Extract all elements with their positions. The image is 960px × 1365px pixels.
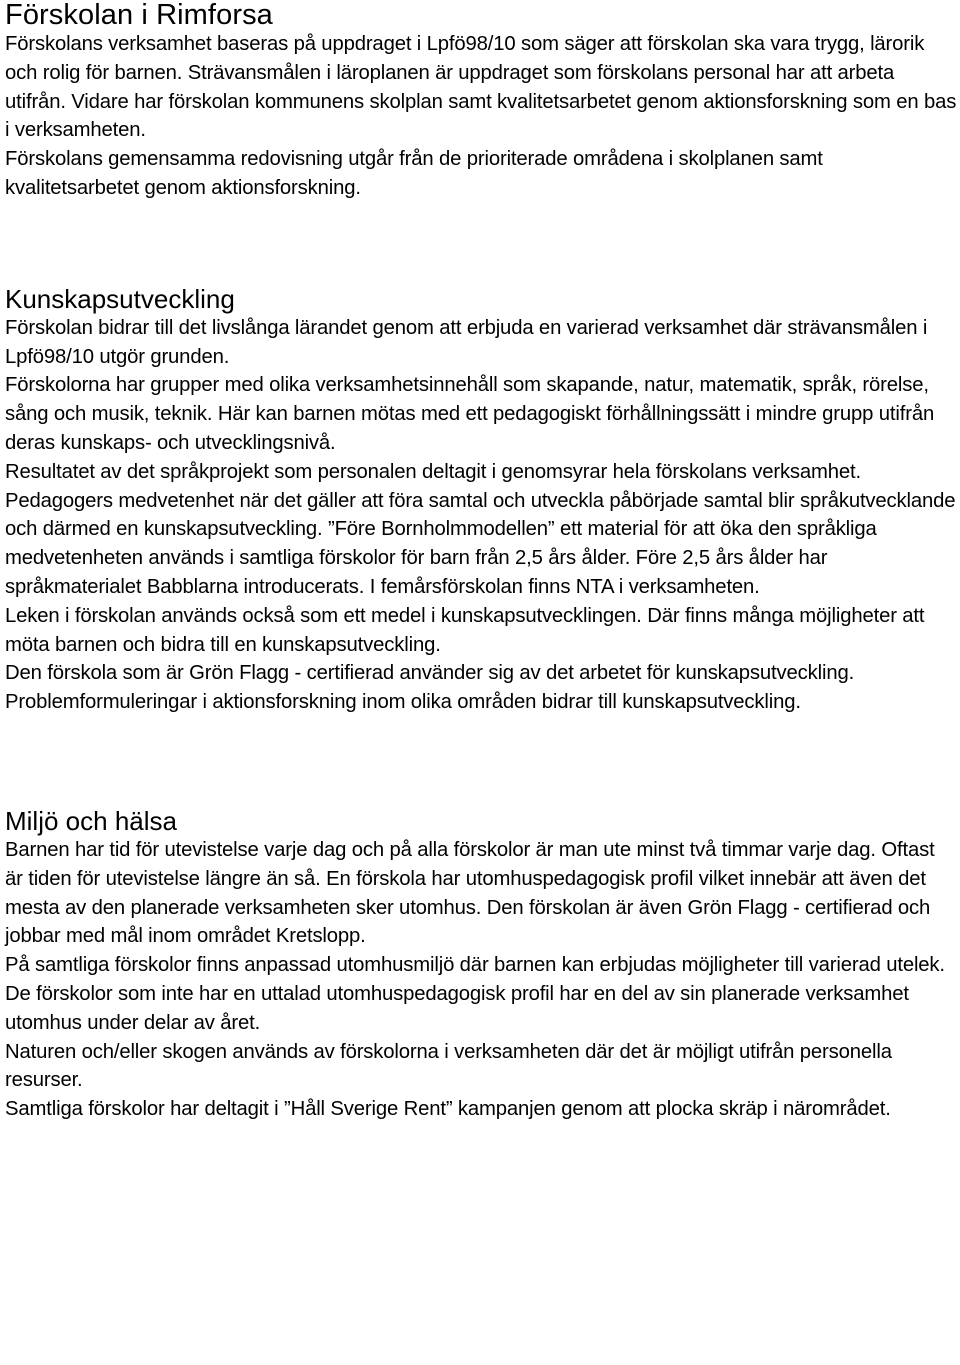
document-title: Förskolan i Rimforsa [5,0,273,31]
section-paragraph: Förskolan bidrar till det livslånga lärandet genom att erbjuda en varierad verksamhet där strävansmålen i Lpfö98/10 utgör grunden. [5,316,928,368]
section-paragraph: Samtliga förskolor har deltagit i ”Håll Sverige Rent” kampanjen genom att plocka skräp i närområdet. [5,1098,891,1121]
intro-paragraph: Förskolans gemensamma redovisning utgår från de prioriterade områdena i skolplanen samt kvalitetsarbetet genom aktionsforskning. [5,148,823,199]
section-spacer [5,717,957,806]
section-paragraph: Naturen och/eller skogen används av förskolorna i verksamheten där det är möjligt utifrån personella resurser. [5,1040,892,1092]
section-paragraph: Problemformuleringar i aktionsforskning inom olika områden bidrar till kunskapsutveckling. [5,691,801,714]
document-page [5,0,957,1124]
section-paragraph: Resultatet av det språkprojekt som personalen deltagit i genomsyrar hela förskolans verksamhet. Pedagogers medvetenhet när det gäller att föra samtal och utveckla påbörjade samtal blir språkutvecklande och därmed en kunskapsutveckling. ”Före Bornholmmodellen” ett material för att öka den språkliga medvetenheten används i samtliga förskolor för barn från 2,5 års ålder. Före 2,5 års ålder har språkmaterialet Babblarna introducerats. I femårsförskolan finns NTA i verksamheten. [5,460,956,598]
section-paragraph: Förskolorna har grupper med olika verksamhetsinnehåll som skapande, natur, matematik, språk, rörelse, sång och musik, teknik. Här kan barnen mötas med ett pedagogiskt förhållningssätt i mindre grupp utifrån deras kunskaps- och utvecklingsnivå. [5,374,935,454]
section-heading: Miljö och hälsa [5,805,177,836]
intro-paragraph: Förskolans verksamhet baseras på uppdraget i Lpfö98/10 som säger att förskolan ska vara trygg, lärorik och rolig för barnen. Strävansmålen i läroplanen är uppdraget som förskolans personal har att arbeta utifrån. Vidare har förskolan kommunens skolplan samt kvalitetsarbetet genom aktionsforskning som en bas i verksamheten. [5,33,957,142]
section-paragraph: Den förskola som är Grön Flagg - certifierad använder sig av det arbetet för kunskapsutveckling. [5,662,855,685]
section-kunskapsutveckling [5,284,957,717]
section-spacer [5,203,957,284]
section-paragraph: Leken i förskolan används också som ett medel i kunskapsutvecklingen. Där finns många möjligheter att möta barnen och bidra till en kunskapsutveckling. [5,604,925,656]
section-paragraph: På samtliga förskolor finns anpassad utomhusmiljö där barnen kan erbjudas möjligheter till varierad utelek. De förskolor som inte har en uttalad utomhuspedagogisk profil har en del av sin planerade verksamhet utomhus under delar av året. [5,954,945,1034]
section-miljo-och-halsa [5,806,957,1124]
section-intro [5,0,957,203]
section-paragraph: Barnen har tid för utevistelse varje dag och på alla förskolor är man ute minst två timmar varje dag. Oftast är tiden för utevistelse längre än så. En förskola har utomhuspedagogisk profil vilket innebär att även det mesta av den planerade verksamheten sker utomhus. Den förskolan är även Grön Flagg - certifierad och jobbar med mål inom området Kretslopp. [5,838,935,948]
section-heading: Kunskapsutveckling [5,283,235,314]
